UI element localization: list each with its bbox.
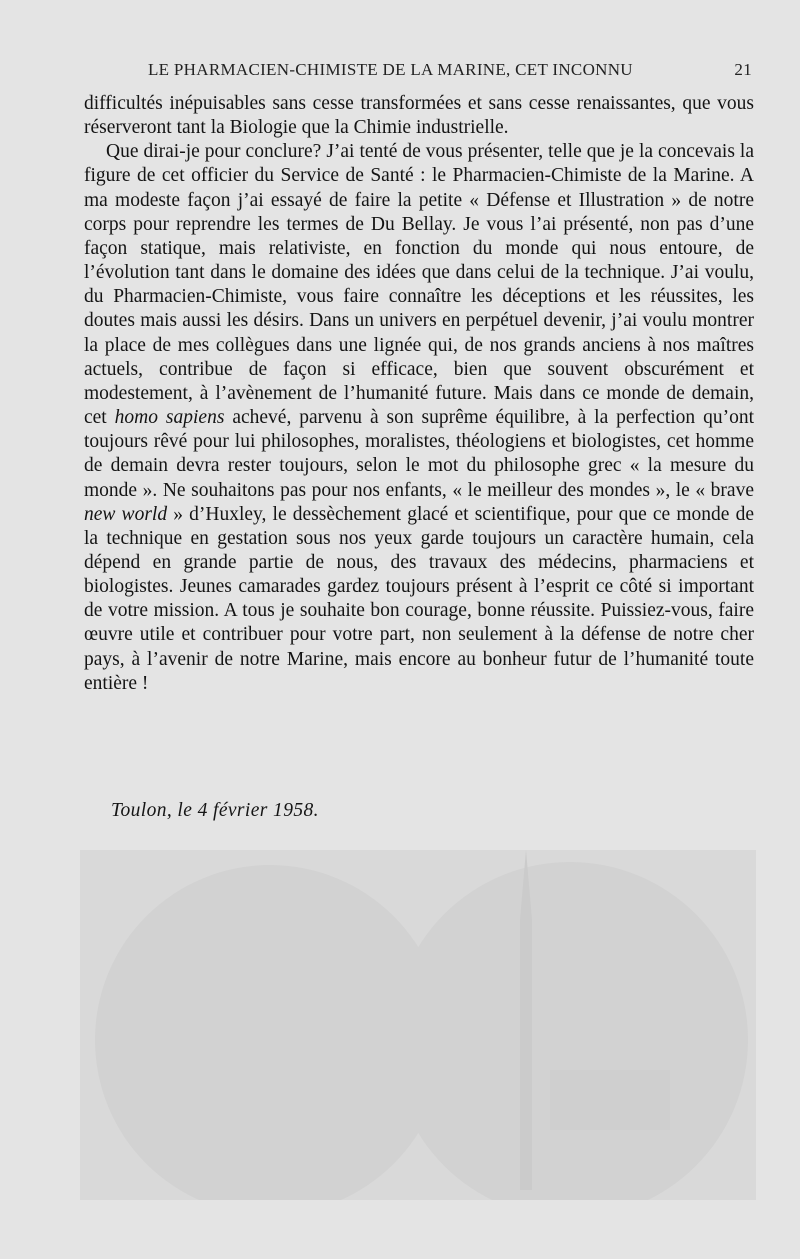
paragraph-2-text-a: Que dirai-je pour conclure? J’ai tenté de vous présenter, telle que je la concevais la figure de cet officier du Service de Santé : le Pharmacien-Chimiste de la Marine. A ma modeste façon j’ai essayé de faire la petite « Défense et Illustration » de notre corps pour reprendre les termes de Du Bellay. Je vous l’ai présenté, non pas d’une façon statique, mais relativiste, en fonction du monde qui nous entoure, de l’évolution tant dans le domaine des idées que dans celui de la technique. J’ai voulu, du Pharmacien-Chimiste, vous faire connaître les déceptions et les réussites, les doutes mais aussi les désirs. Dans un univers en perpétuel devenir, j’ai voulu montrer la place de mes collègues dans une lignée qui, de nos grands anciens à nos maîtres actuels, contribue de façon si efficace, bien que souvent obscurément et modestement, à l’avènement de l’humanité future. Mais dans ce monde de demain, cet — [84, 141, 754, 429]
paragraph-2-text-b: achevé, parvenu à son suprême équilibre, à la perfection qu’ont toujours rêvé pour lui philosophes, moralistes, théologiens et biologistes, cet homme de demain devra rester toujours, selon le mot du philosophe grec « la mesure du monde ». Ne souhaitons pas pour nos enfants, « le meilleur des mondes », le « brave — [84, 407, 755, 501]
paragraph-conclusion — [84, 140, 754, 696]
show-through-building — [550, 1070, 670, 1130]
body-text — [84, 92, 754, 696]
page-number: 21 — [734, 60, 752, 79]
signature-date: Toulon, le 4 février 1958. — [111, 800, 319, 821]
show-through-illustration — [80, 850, 756, 1200]
paragraph-1-text: difficultés inépuisables sans cesse transformées et sans cesse renaissantes, que vous réserveront tant la Biologie que la Chimie industrielle. — [84, 93, 754, 139]
show-through-spire — [520, 850, 532, 1190]
running-title: LE PHARMACIEN-CHIMISTE DE LA MARINE, CET INCONNU — [148, 60, 633, 79]
page-header — [148, 60, 752, 84]
italic-new-world: new world — [84, 503, 168, 525]
paragraph-continuation — [84, 92, 754, 140]
italic-homo-sapiens: homo sapiens — [114, 407, 225, 429]
paragraph-2-text-c: » d’Huxley, le dessèchement glacé et scientifique, pour que ce monde de la technique en gestation sous nos yeux garde toujours un caractère humain, cela dépend en grande partie de nous, des travaux des médecins, pharmaciens et biologistes. Jeunes camarades gardez toujours présent à l’esprit ce côté si important de votre mission. A tous je souhaite bon courage, bonne réussite. Puissiez-vous, faire œuvre utile et contribuer pour votre part, non seulement à la défense de notre cher pays, à l’avenir de notre Marine, mais encore au bonheur futur de l’humanité toute entière ! — [84, 503, 754, 694]
